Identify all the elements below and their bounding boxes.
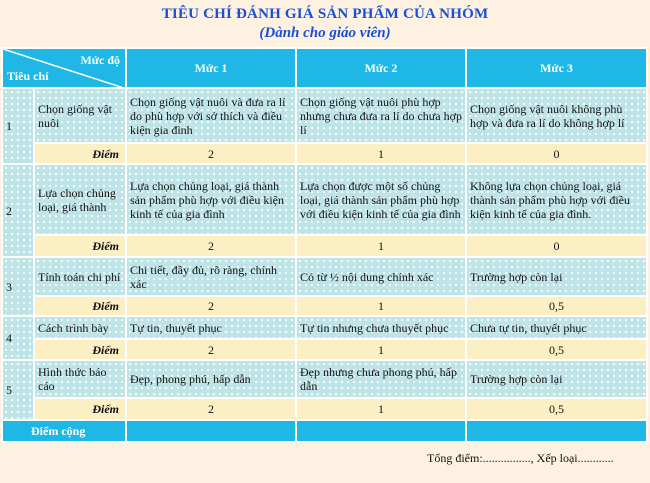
level-1-cell: Tự tin, thuyết phục [126,316,296,339]
level-3-cell: Trường hợp còn lại [466,257,647,296]
level-1-cell: Lựa chọn chủng loại, giá thành sản phẩm phù hợp với điều kiện kinh tế của gia đình [126,164,296,235]
level-3-header: Mức 3 [466,48,647,88]
page-title: TIÊU CHÍ ĐÁNH GIÁ SẢN PHẨM CỦA NHÓM [161,6,489,22]
bonus-level-1-cell [126,420,296,442]
level-3-cell: Không lựa chọn chủng loại, giá thành sản phẩm phù hợp với điều kiện kinh tế của gia đình. [466,164,647,235]
criterion-name: Cách trình bày [34,316,126,339]
level-2-score: 1 [296,296,466,316]
level-1-score: 2 [126,339,296,360]
level-1-cell: Chọn giống vật nuôi và đưa ra lí do phù hợp với sở thích và điều kiện gia đình [126,88,296,143]
criterion-row [2,257,647,296]
score-row [2,143,647,164]
score-row [2,235,647,257]
level-2-score: 1 [296,143,466,164]
level-axis-label: Mức độ [80,53,120,67]
total-score-line: Tổng điểm:................, Xếp loại............ [427,451,614,465]
criteria-axis-label: Tiêu chí [7,69,49,83]
level-2-score: 1 [296,339,466,360]
level-1-score: 2 [126,398,296,420]
criterion-number: 5 [2,360,34,420]
criterion-name: Chọn giống vật nuôi [34,88,126,143]
criterion-number: 1 [2,88,34,164]
score-label: Điểm [34,296,126,316]
score-label: Điểm [34,398,126,420]
level-1-score: 2 [126,296,296,316]
score-row [2,339,647,360]
level-3-cell: Trường hợp còn lại [466,360,647,398]
criterion-name: Tính toán chi phí [34,257,126,296]
rubric-table [1,47,648,443]
level-1-score: 2 [126,235,296,257]
level-3-score: 0,5 [466,339,647,360]
score-row [2,398,647,420]
criterion-name: Hình thức báo cáo [34,360,126,398]
level-3-cell: Chưa tự tin, thuyết phục [466,316,647,339]
level-3-score: 0 [466,235,647,257]
criterion-name: Lựa chọn chủng loại, giá thành [34,164,126,235]
corner-header-cell [2,48,126,88]
criterion-number: 2 [2,164,34,257]
level-3-score: 0 [466,143,647,164]
level-2-cell: Chọn giống vật nuôi phù hợp nhưng chưa đưa ra lí do chưa hợp lí [296,88,466,143]
level-3-score: 0,5 [466,398,647,420]
score-label: Điểm [34,143,126,164]
table-header-row [2,48,647,88]
score-label: Điểm [34,235,126,257]
score-label: Điểm [34,339,126,360]
level-1-cell: Chi tiết, đầy đủ, rõ ràng, chính xác [126,257,296,296]
level-2-cell: Có từ ½ nội dung chính xác [296,257,466,296]
criterion-number: 3 [2,257,34,316]
criterion-row [2,360,647,398]
criterion-row [2,316,647,339]
bonus-label: Điểm cộng [2,420,126,442]
bonus-level-2-cell [296,420,466,442]
criterion-row [2,164,647,235]
level-1-header: Mức 1 [126,48,296,88]
level-2-cell: Tự tin nhưng chưa thuyết phục [296,316,466,339]
level-2-score: 1 [296,235,466,257]
level-1-cell: Đẹp, phong phú, hấp dẫn [126,360,296,398]
level-2-score: 1 [296,398,466,420]
level-2-header: Mức 2 [296,48,466,88]
level-2-cell: Đẹp nhưng chưa phong phú, hấp dẫn [296,360,466,398]
bonus-row [2,420,647,442]
bonus-level-3-cell [466,420,647,442]
level-1-score: 2 [126,143,296,164]
criterion-row [2,88,647,143]
score-row [2,296,647,316]
level-3-cell: Chọn giống vật nuôi không phù hợp và đưa ra lí do không hợp lí [466,88,647,143]
level-2-cell: Lựa chọn được một số chủng loại, giá thành sản phẩm phù hợp với điều kiện kinh tế của gia đình [296,164,466,235]
criterion-number: 4 [2,316,34,360]
page-subtitle: (Dành cho giáo viên) [259,25,391,41]
level-3-score: 0,5 [466,296,647,316]
